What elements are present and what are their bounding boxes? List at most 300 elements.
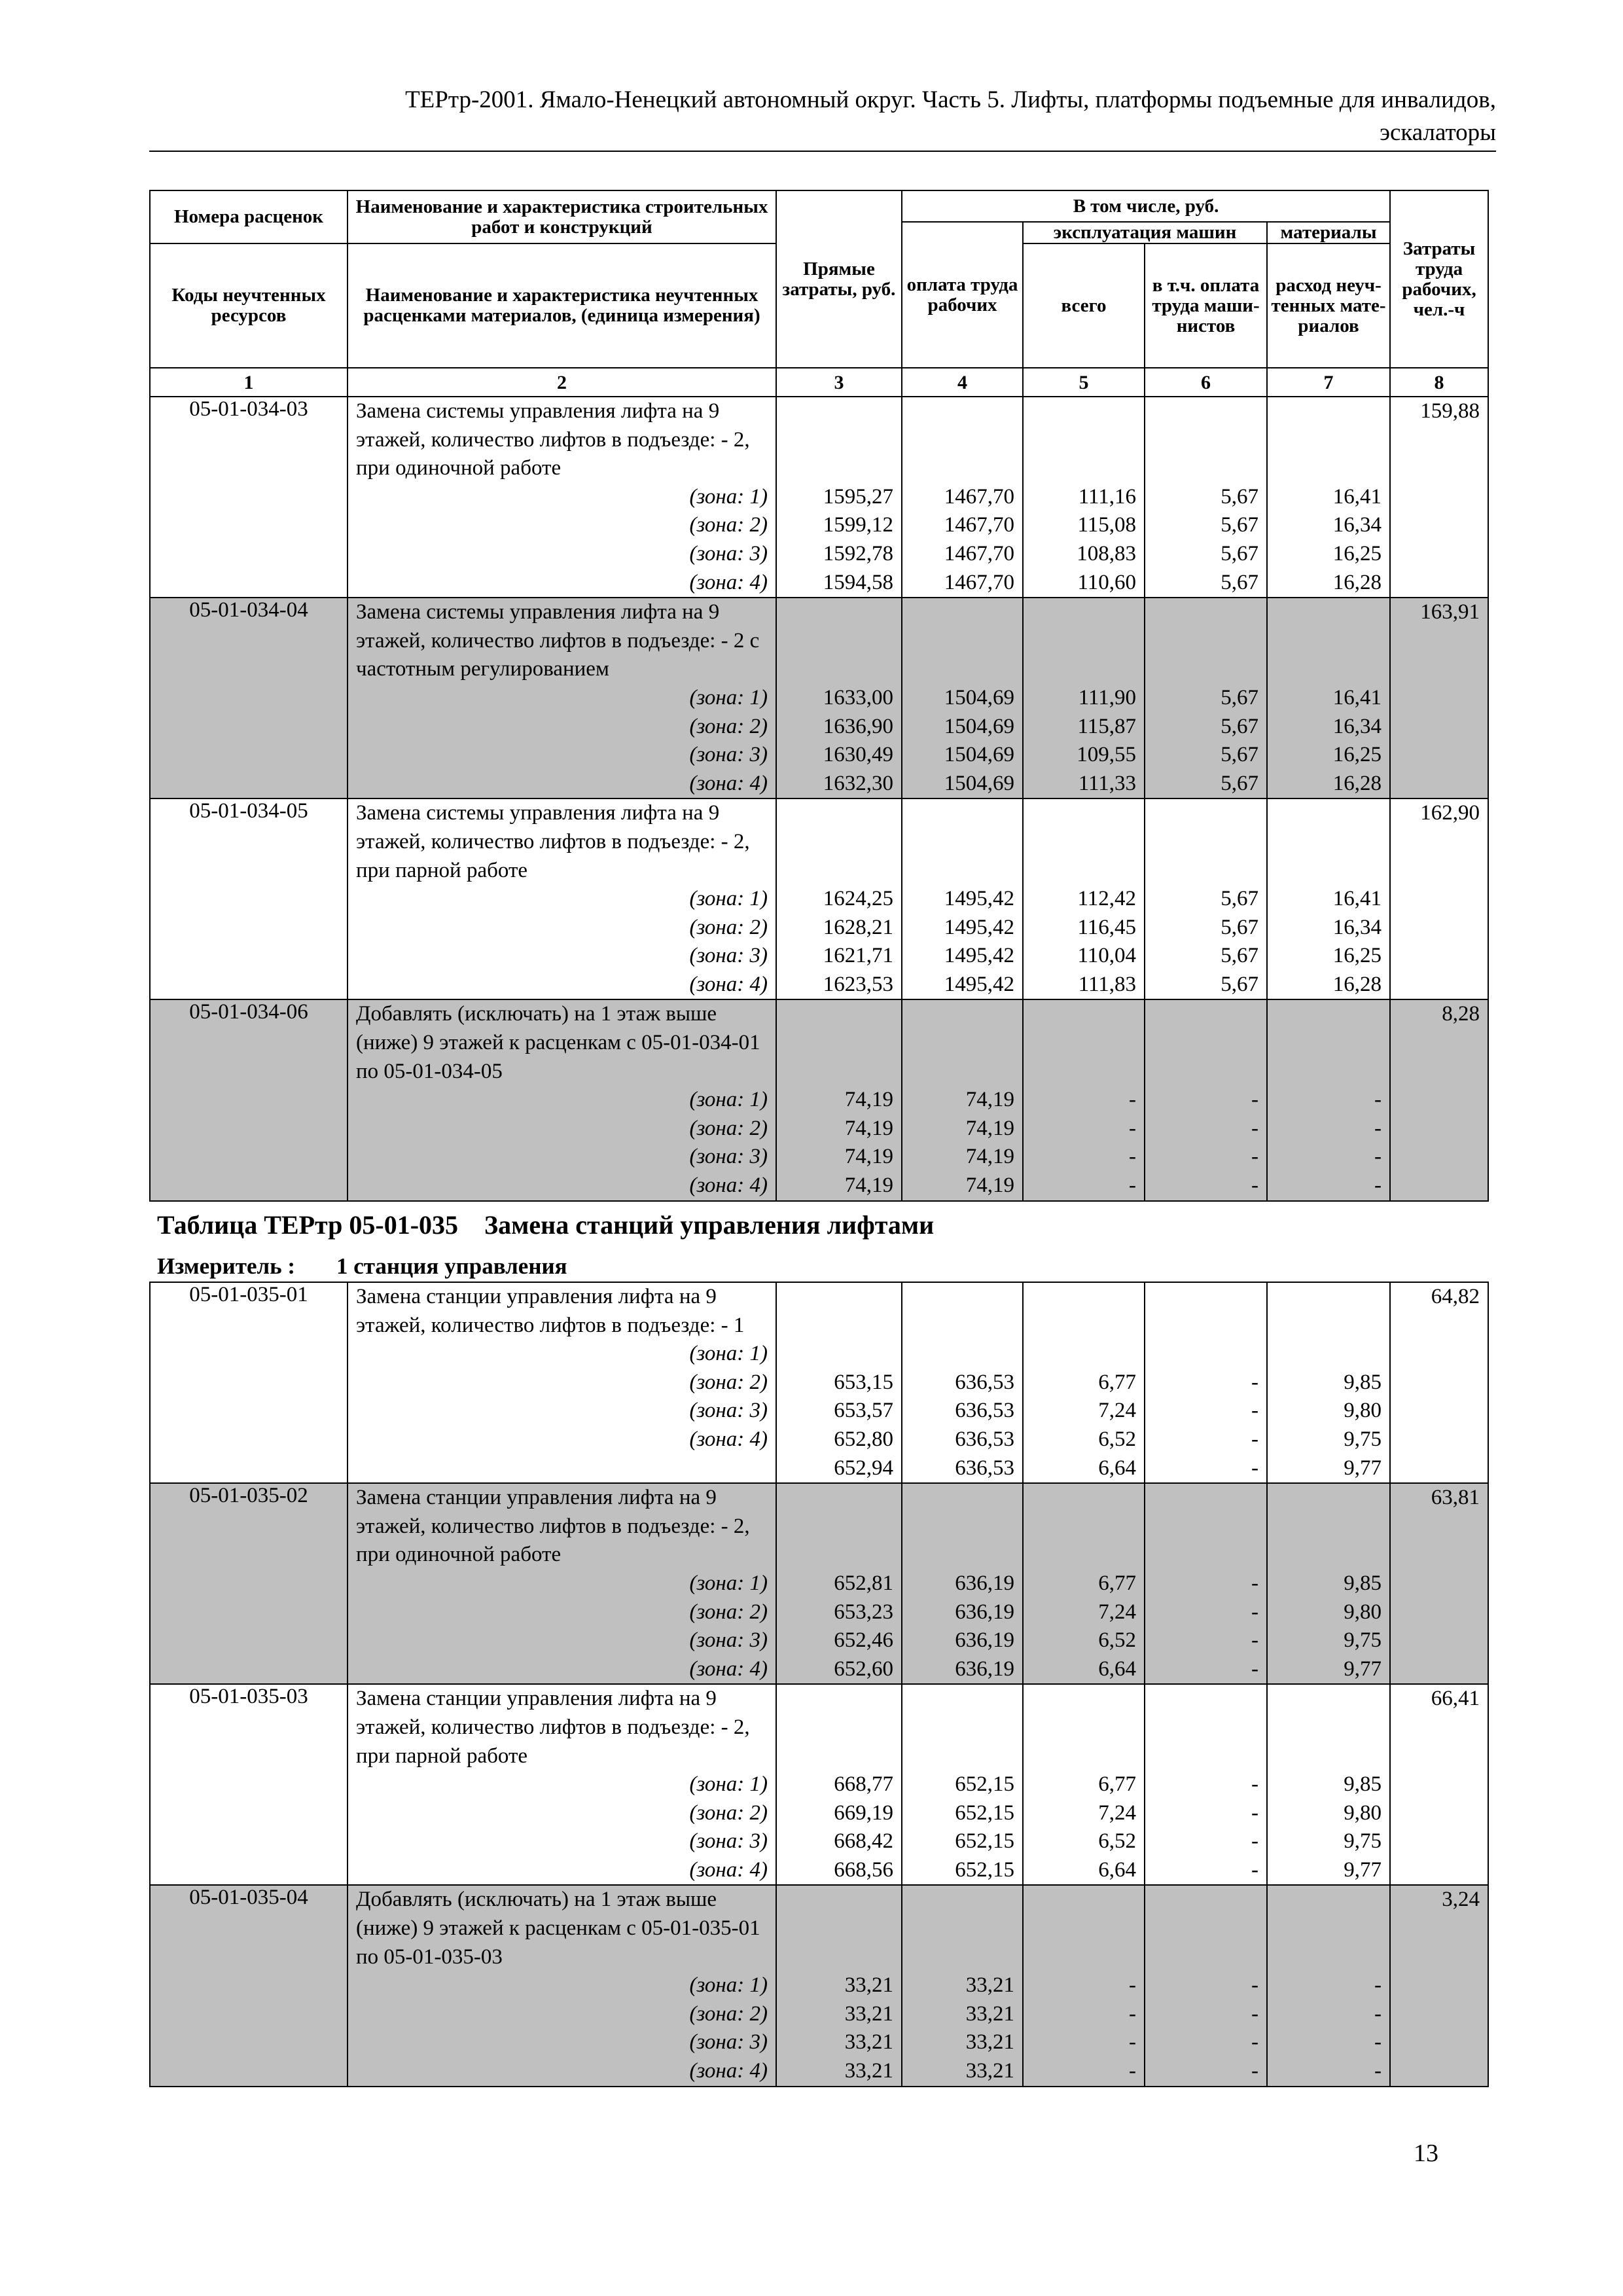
spacer [910, 1484, 1014, 1513]
spacer [910, 1283, 1014, 1312]
zone-label: (зона: 2) [689, 513, 768, 537]
table-034-body [150, 397, 1488, 1201]
machinist-pay: 5,67 [1221, 570, 1258, 594]
worker-pay: 1495,42 [944, 972, 1014, 996]
col-number: 5 [1023, 368, 1145, 397]
spacer [1275, 1000, 1382, 1029]
worker-pay-cell [902, 1885, 1023, 2086]
worker-pay: 636,53 [955, 1456, 1014, 1480]
worker-pay: 1504,69 [944, 714, 1014, 738]
col-labor: Затраты труда рабочих, чел.-ч [1390, 190, 1488, 368]
col-direct-costs: Прямые затраты, руб. [776, 190, 902, 368]
materials-cost: 9,77 [1344, 1456, 1382, 1480]
spacer [1031, 1058, 1136, 1086]
zone-label: (зона: 1) [689, 1088, 768, 1112]
direct-cost: 652,60 [834, 1657, 893, 1681]
spacer [910, 454, 1014, 483]
spacer [1153, 627, 1258, 656]
zone-label: (зона: 2) [689, 1370, 768, 1394]
spacer [1153, 454, 1258, 483]
worker-pay: 1495,42 [944, 944, 1014, 968]
col-number: 8 [1390, 368, 1488, 397]
machines-total: 6,52 [1098, 1427, 1136, 1451]
spacer [1153, 1914, 1258, 1943]
rate-code: 05-01-034-04 [150, 598, 348, 798]
spacer [1031, 1000, 1136, 1029]
spacer [1031, 1340, 1136, 1369]
spacer [910, 1541, 1014, 1570]
rate-name: Замена системы управления лифта на 9 этажей, количество лифтов в подъезде: - 2 с частотным регулированием [356, 600, 760, 681]
machines-total: 6,52 [1098, 1829, 1136, 1854]
rate-row [150, 598, 1488, 798]
machinist-pay: - [1251, 1174, 1258, 1198]
spacer [1153, 397, 1258, 426]
worker-pay: 652,15 [955, 1801, 1014, 1825]
rate-name-cell [348, 1483, 776, 1684]
spacer [1275, 1513, 1382, 1541]
machinist-pay: 5,67 [1221, 972, 1258, 996]
machinist-pay: 5,67 [1221, 887, 1258, 911]
machinist-pay-cell [1145, 598, 1267, 798]
spacer [1031, 1541, 1136, 1570]
spacer [1153, 1283, 1258, 1312]
spacer [1153, 1685, 1258, 1713]
worker-pay: 33,21 [965, 2001, 1014, 2026]
zone-label: (зона: 4) [689, 1857, 768, 1882]
spacer [910, 1312, 1014, 1340]
machines-total: - [1129, 1116, 1136, 1140]
materials-cost-cell [1267, 397, 1390, 598]
zone-label: (зона: 1) [689, 1342, 768, 1366]
col-including: В том числе, руб. [902, 190, 1390, 222]
machines-total-cell [1023, 798, 1145, 999]
direct-cost: 1599,12 [823, 513, 893, 537]
spacer [785, 454, 893, 483]
direct-cost: 1630,49 [823, 743, 893, 767]
machines-total: 116,45 [1077, 915, 1136, 939]
spacer [1275, 1886, 1382, 1914]
worker-pay-cell [902, 397, 1023, 598]
machinist-pay: 5,67 [1221, 484, 1258, 509]
direct-cost-cell [776, 1885, 902, 2086]
worker-pay: 636,19 [955, 1657, 1014, 1681]
materials-cost: 9,85 [1344, 1571, 1382, 1595]
spacer [910, 627, 1014, 656]
rate-name: Замена системы управления лифта на 9 этажей, количество лифтов в подъезде: - 2, при одиночной работе [356, 399, 750, 480]
spacer [910, 598, 1014, 627]
machines-total: 7,24 [1098, 1399, 1136, 1423]
spacer [1153, 1484, 1258, 1513]
col-number: 3 [776, 368, 902, 397]
materials-cost-cell [1267, 1684, 1390, 1885]
worker-pay: 652,15 [955, 1829, 1014, 1854]
spacer [1153, 828, 1258, 857]
labor-cost: 159,88 [1390, 397, 1488, 598]
machinist-pay: - [1251, 2001, 1258, 2026]
machinist-pay-cell [1145, 798, 1267, 999]
materials-cost: 16,41 [1332, 484, 1382, 509]
worker-pay: 636,53 [955, 1427, 1014, 1451]
direct-cost: 653,57 [834, 1399, 893, 1423]
table-035-measure [157, 1253, 567, 1280]
rate-name-cell [348, 397, 776, 598]
direct-cost-cell [776, 999, 902, 1200]
zone-label: (зона: 1) [689, 1772, 768, 1797]
worker-pay: 636,19 [955, 1628, 1014, 1653]
spacer [1275, 627, 1382, 656]
direct-cost: 1623,53 [823, 972, 893, 996]
materials-cost: 16,34 [1332, 513, 1382, 537]
materials-cost-cell [1267, 1483, 1390, 1684]
direct-cost: 653,15 [834, 1370, 893, 1394]
spacer [1153, 1058, 1258, 1086]
spacer [785, 1312, 893, 1340]
page-header [149, 84, 1496, 152]
materials-cost: 16,28 [1332, 771, 1382, 795]
spacer [1275, 1484, 1382, 1513]
spacer [1031, 1312, 1136, 1340]
machinist-pay: - [1251, 1427, 1258, 1451]
zone-label: (зона: 2) [689, 915, 768, 939]
materials-cost-cell [1267, 1885, 1390, 2086]
zone-label: (зона: 4) [689, 2059, 768, 2083]
spacer [1153, 1513, 1258, 1541]
spacer [1031, 397, 1136, 426]
spacer [1031, 857, 1136, 886]
spacer [1153, 1541, 1258, 1570]
materials-cost: - [1374, 1088, 1382, 1112]
col-rate-numbers: Номера расценок [150, 190, 348, 243]
measure-label: Измеритель : [157, 1253, 296, 1279]
worker-pay: 636,19 [955, 1600, 1014, 1624]
spacer [1153, 1886, 1258, 1914]
labor-cost: 63,81 [1390, 1483, 1488, 1684]
spacer [1031, 828, 1136, 857]
spacer [1031, 655, 1136, 684]
spacer [1153, 799, 1258, 828]
machinist-pay: - [1251, 1600, 1258, 1624]
machines-total-cell [1023, 999, 1145, 1200]
machines-total: 7,24 [1098, 1600, 1136, 1624]
rate-code: 05-01-035-04 [150, 1885, 348, 2086]
rates-table-034 [149, 190, 1489, 1202]
direct-cost: 1624,25 [823, 887, 893, 911]
page-number: 13 [1414, 2140, 1438, 2167]
spacer [1275, 454, 1382, 483]
spacer [785, 1283, 893, 1312]
machinist-pay: - [1251, 1456, 1258, 1480]
spacer [910, 1943, 1014, 1972]
machinist-pay: 5,67 [1221, 513, 1258, 537]
materials-cost: - [1374, 1174, 1382, 1198]
spacer [1153, 1029, 1258, 1058]
col-number: 1 [150, 368, 348, 397]
worker-pay: 74,19 [965, 1145, 1014, 1169]
rates-table-035 [149, 1282, 1489, 2087]
spacer [910, 426, 1014, 455]
worker-pay-cell [902, 999, 1023, 1200]
direct-cost-cell [776, 1684, 902, 1885]
rate-row [150, 1282, 1488, 1483]
spacer [1031, 799, 1136, 828]
machinist-pay: 5,67 [1221, 743, 1258, 767]
machinist-pay: - [1251, 1857, 1258, 1882]
spacer [785, 655, 893, 684]
zone-label: (зона: 1) [689, 887, 768, 911]
spacer [1031, 1513, 1136, 1541]
rate-code: 05-01-035-02 [150, 1483, 348, 1684]
header-line-2: эскалаторы [1380, 119, 1496, 146]
machines-total: 111,33 [1078, 771, 1136, 795]
machines-total: 6,52 [1098, 1628, 1136, 1653]
spacer [1031, 1029, 1136, 1058]
machines-total: 112,42 [1077, 887, 1136, 911]
spacer [910, 1886, 1014, 1914]
direct-cost: 74,19 [844, 1116, 893, 1140]
direct-cost: 1595,27 [823, 484, 893, 509]
spacer [1275, 1312, 1382, 1340]
spacer [785, 828, 893, 857]
direct-cost: 668,56 [834, 1857, 893, 1882]
machinist-pay: - [1251, 1772, 1258, 1797]
zone-label: (зона: 4) [689, 972, 768, 996]
materials-cost: - [1374, 2030, 1382, 2054]
spacer [1275, 1742, 1382, 1771]
labor-cost: 64,82 [1390, 1282, 1488, 1483]
zone-label: (зона: 1) [689, 1973, 768, 1998]
rate-name: Замена системы управления лифта на 9 этажей, количество лифтов в подъезде: - 2, при парной работе [356, 801, 750, 882]
machines-total-cell [1023, 1483, 1145, 1684]
spacer [1153, 1713, 1258, 1742]
rate-name-cell [348, 1885, 776, 2086]
machines-total-cell [1023, 1684, 1145, 1885]
spacer [1031, 598, 1136, 627]
rate-row [150, 397, 1488, 598]
rate-name-cell [348, 798, 776, 999]
direct-cost: 668,42 [834, 1829, 893, 1854]
col-resource-codes: Коды неучтенных ресурсов [150, 243, 348, 368]
rate-name-cell [348, 1282, 776, 1483]
rate-name: Добавлять (исключать) на 1 этаж выше (ниже) 9 этажей к расценкам с 05-01-035-01 по 05-01-035-03 [356, 1888, 760, 1969]
materials-cost: - [1374, 1145, 1382, 1169]
machines-total: - [1129, 2030, 1136, 2054]
direct-cost: 1621,71 [823, 944, 893, 968]
worker-pay-cell [902, 1684, 1023, 1885]
worker-pay: 33,21 [965, 2030, 1014, 2054]
zone-label: (зона: 3) [689, 1399, 768, 1423]
machines-total: 111,90 [1078, 685, 1136, 709]
spacer [1275, 1029, 1382, 1058]
machinist-pay: - [1251, 1829, 1258, 1854]
machines-total: 109,55 [1077, 743, 1136, 767]
materials-cost-cell [1267, 598, 1390, 798]
rate-row [150, 1483, 1488, 1684]
spacer [1275, 1058, 1382, 1086]
machinist-pay-cell [1145, 999, 1267, 1200]
worker-pay: 1504,69 [944, 685, 1014, 709]
spacer [1031, 1484, 1136, 1513]
spacer [1275, 1541, 1382, 1570]
zone-label: (зона: 3) [689, 1628, 768, 1653]
machinist-pay: - [1251, 2059, 1258, 2083]
machinist-pay-cell [1145, 1885, 1267, 2086]
spacer [910, 397, 1014, 426]
spacer [1031, 627, 1136, 656]
rate-name: Замена станции управления лифта на 9 этажей, количество лифтов в подъезде: - 1 [356, 1285, 745, 1337]
col-machine-operation: эксплуатация машин [1023, 222, 1267, 243]
materials-cost-cell [1267, 999, 1390, 1200]
spacer [910, 1029, 1014, 1058]
spacer [785, 1513, 893, 1541]
spacer [910, 1742, 1014, 1771]
worker-pay: 1467,70 [944, 513, 1014, 537]
spacer [1275, 1283, 1382, 1312]
spacer [1153, 426, 1258, 455]
spacer [1153, 1340, 1258, 1369]
machines-total-cell [1023, 1885, 1145, 2086]
machines-total: - [1129, 1145, 1136, 1169]
materials-cost: 16,41 [1332, 685, 1382, 709]
materials-cost: 9,80 [1344, 1600, 1382, 1624]
machinist-pay: 5,67 [1221, 944, 1258, 968]
direct-cost: 1628,21 [823, 915, 893, 939]
zone-label: (зона: 1) [689, 1571, 768, 1595]
worker-pay: 636,19 [955, 1571, 1014, 1595]
zone-label: (зона: 2) [689, 1116, 768, 1140]
direct-cost: 33,21 [844, 2059, 893, 2083]
rate-row [150, 798, 1488, 999]
spacer [910, 1058, 1014, 1086]
machinist-pay: 5,67 [1221, 714, 1258, 738]
machines-total: 6,64 [1098, 1657, 1136, 1681]
spacer [1031, 1713, 1136, 1742]
table-034-header [150, 190, 1488, 397]
materials-cost-cell [1267, 798, 1390, 999]
zone-label: (зона: 1) [689, 484, 768, 509]
spacer [910, 1713, 1014, 1742]
direct-cost-cell [776, 397, 902, 598]
direct-cost: 652,81 [834, 1571, 893, 1595]
worker-pay: 652,15 [955, 1772, 1014, 1797]
spacer [785, 1713, 893, 1742]
rate-name: Замена станции управления лифта на 9 этажей, количество лифтов в подъезде: - 2, при одиночной работе [356, 1486, 750, 1567]
spacer [910, 1000, 1014, 1029]
spacer [1275, 397, 1382, 426]
worker-pay: 652,15 [955, 1857, 1014, 1882]
zone-label: (зона: 3) [689, 944, 768, 968]
machinist-pay: - [1251, 1801, 1258, 1825]
spacer [910, 1914, 1014, 1943]
spacer [1275, 1685, 1382, 1713]
spacer [1153, 1943, 1258, 1972]
worker-pay: 1504,69 [944, 771, 1014, 795]
materials-cost: - [1374, 1116, 1382, 1140]
col-unaccounted-materials: расход неуч-тенных мате-риалов [1267, 243, 1390, 368]
spacer [785, 1484, 893, 1513]
spacer [1275, 1943, 1382, 1972]
spacer [785, 426, 893, 455]
worker-pay: 1495,42 [944, 887, 1014, 911]
labor-cost: 3,24 [1390, 1885, 1488, 2086]
spacer [1275, 426, 1382, 455]
zone-label: (зона: 4) [689, 771, 768, 795]
header-line-1: ТЕРтр-2001. Ямало-Ненецкий автономный округ. Часть 5. Лифты, платформы подъемные для инвалидов, [405, 86, 1496, 113]
spacer [1275, 1914, 1382, 1943]
spacer [785, 1886, 893, 1914]
col-name-bottom: Наименование и характеристика неучтенных расценками материалов, (единица измерения) [348, 243, 776, 368]
machinist-pay: - [1251, 1628, 1258, 1653]
rate-row [150, 1885, 1488, 2086]
labor-cost: 8,28 [1390, 999, 1488, 1200]
direct-cost-cell [776, 1282, 902, 1483]
spacer [785, 1029, 893, 1058]
worker-pay: 33,21 [965, 1973, 1014, 1998]
materials-cost: 9,75 [1344, 1829, 1382, 1854]
materials-cost: - [1374, 2059, 1382, 2083]
spacer [785, 857, 893, 886]
spacer [1275, 1340, 1382, 1369]
worker-pay: 1495,42 [944, 915, 1014, 939]
zone-label: (зона: 3) [689, 2030, 768, 2054]
machines-total: 6,77 [1098, 1571, 1136, 1595]
materials-cost: 9,77 [1344, 1857, 1382, 1882]
materials-cost: 16,34 [1332, 915, 1382, 939]
materials-cost: 16,25 [1332, 944, 1382, 968]
machines-total: 110,60 [1077, 570, 1136, 594]
machinist-pay-cell [1145, 1282, 1267, 1483]
direct-cost: 1592,78 [823, 541, 893, 565]
direct-cost: 669,19 [834, 1801, 893, 1825]
machinist-pay: 5,67 [1221, 771, 1258, 795]
machines-total: 6,77 [1098, 1772, 1136, 1797]
rate-row [150, 999, 1488, 1200]
machines-total: 7,24 [1098, 1801, 1136, 1825]
worker-pay-cell [902, 598, 1023, 798]
machines-total: - [1129, 1088, 1136, 1112]
machines-total-cell [1023, 598, 1145, 798]
direct-cost: 33,21 [844, 2001, 893, 2026]
rate-name: Добавлять (исключать) на 1 этаж выше (ниже) 9 этажей к расценкам с 05-01-034-01 по 05-01-034-05 [356, 1002, 760, 1083]
materials-cost: 9,80 [1344, 1801, 1382, 1825]
machines-total-cell [1023, 397, 1145, 598]
materials-cost: 9,77 [1344, 1657, 1382, 1681]
direct-cost: 652,80 [834, 1427, 893, 1451]
spacer [785, 1914, 893, 1943]
spacer [1275, 655, 1382, 684]
direct-cost: 652,94 [834, 1456, 893, 1480]
spacer [910, 1513, 1014, 1541]
machines-total: 110,04 [1077, 944, 1136, 968]
zone-label: (зона: 3) [689, 1145, 768, 1169]
spacer [785, 1541, 893, 1570]
machines-total: - [1129, 1174, 1136, 1198]
spacer [785, 598, 893, 627]
rate-code: 05-01-034-03 [150, 397, 348, 598]
spacer [1153, 655, 1258, 684]
machinist-pay: - [1251, 1399, 1258, 1423]
spacer [910, 799, 1014, 828]
machines-total: 6,64 [1098, 1456, 1136, 1480]
spacer [1031, 1742, 1136, 1771]
materials-cost: - [1374, 1973, 1382, 1998]
worker-pay: 636,53 [955, 1399, 1014, 1423]
machinist-pay: - [1251, 1973, 1258, 1998]
spacer [1031, 1685, 1136, 1713]
machinist-pay-cell [1145, 1684, 1267, 1885]
spacer [1153, 857, 1258, 886]
zone-label: (зона: 3) [689, 1829, 768, 1854]
spacer [1275, 1713, 1382, 1742]
